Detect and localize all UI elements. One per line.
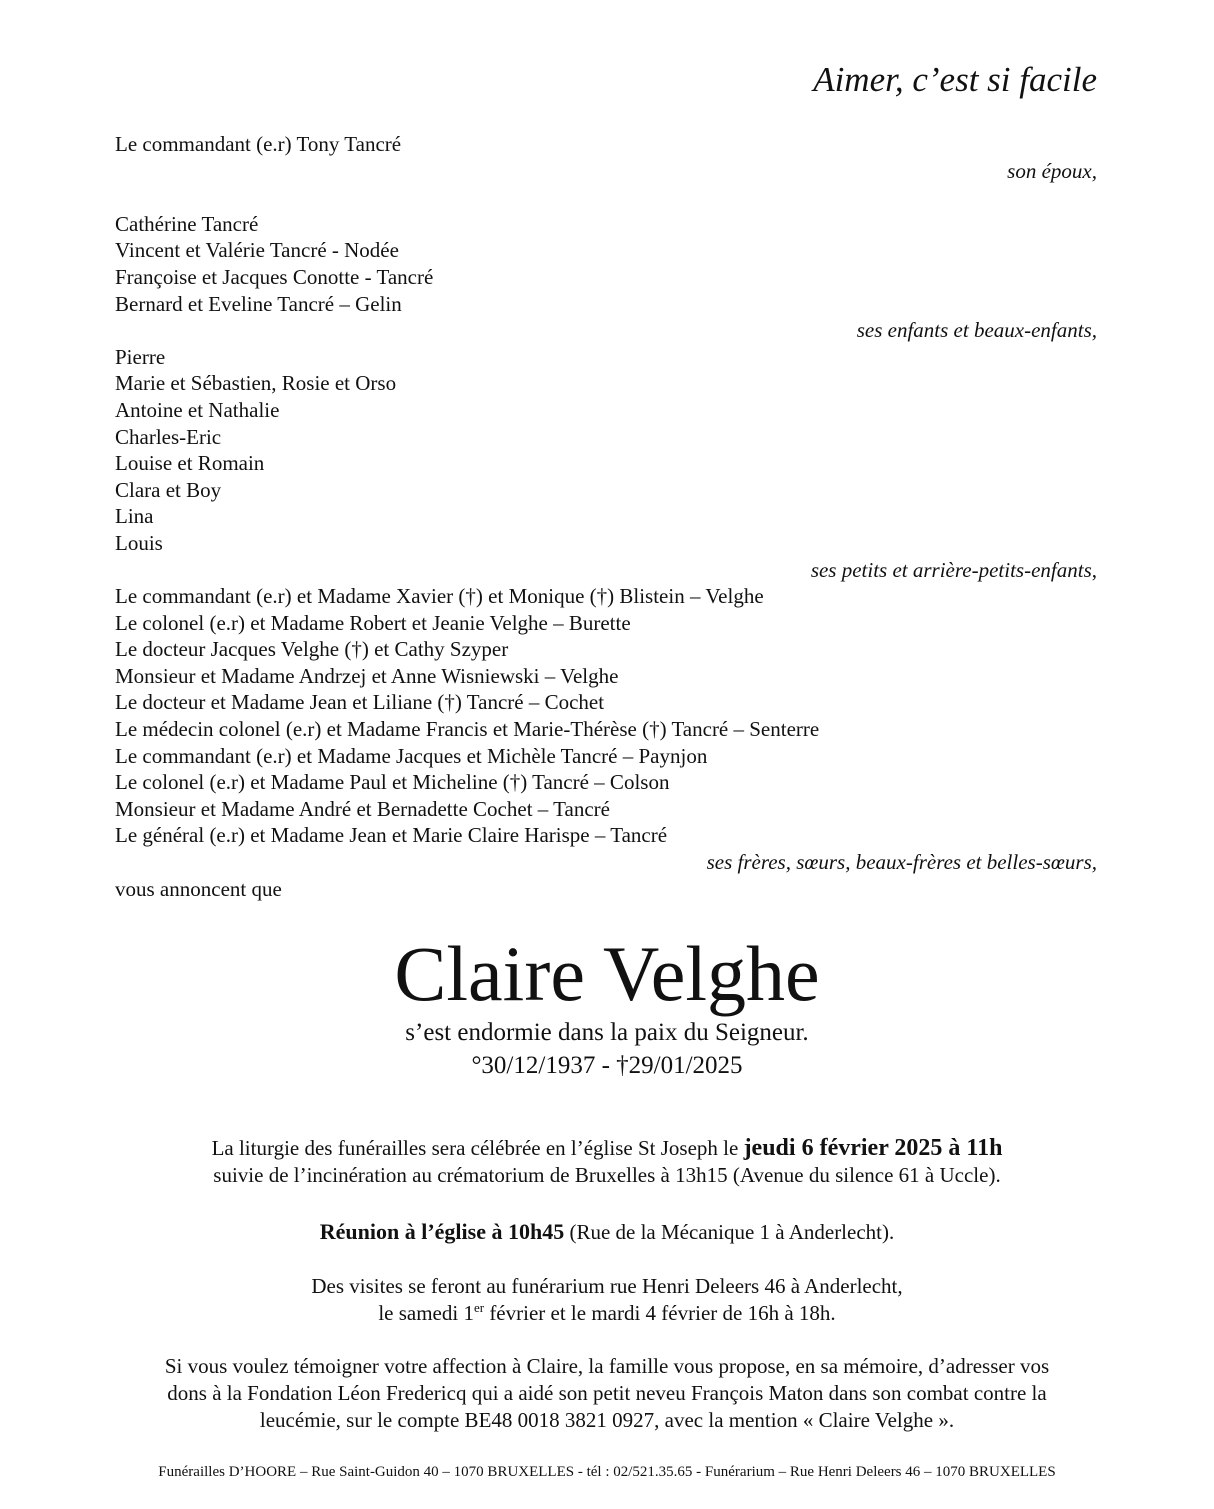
visits-line-1: Des visites se feront au funérarium rue Henri Deleers 46 à Anderlecht, bbox=[311, 1274, 903, 1298]
donation-line-3: leucémie, sur le compte BE48 0018 3821 0927, avec la mention « Claire Velghe ». bbox=[259, 1408, 955, 1432]
meeting-address: (Rue de la Mécanique 1 à Anderlecht). bbox=[564, 1220, 895, 1244]
sibling-name: Monsieur et Madame Andrzej et Anne Wisniewski – Velghe bbox=[115, 663, 619, 688]
sibling-name: Monsieur et Madame André et Bernadette Cochet – Tancré bbox=[115, 796, 610, 821]
funeral-info bbox=[0, 1135, 1214, 1189]
donation-line-1: Si vous voulez témoigner votre affection à Claire, la famille vous propose, en sa mémoire, d’adresser vos bbox=[164, 1354, 1050, 1378]
sibling-name: Le commandant (e.r) et Madame Jacques et Michèle Tancré – Paynjon bbox=[115, 743, 708, 768]
child-name: Bernard et Eveline Tancré – Gelin bbox=[115, 291, 402, 316]
meeting-time: Réunion à l’église à 10h45 bbox=[319, 1219, 565, 1244]
family-list bbox=[115, 131, 1097, 902]
grandchild-name: Pierre bbox=[115, 344, 166, 369]
visits-line-2 bbox=[0, 1300, 1214, 1327]
child-name: Françoise et Jacques Conotte - Tancré bbox=[115, 264, 434, 289]
donation-line-2: dons à la Fondation Léon Fredericq qui a aidé son petit neveu François Maton dans son combat contre la bbox=[167, 1381, 1047, 1405]
child-name: Cathérine Tancré bbox=[115, 211, 259, 236]
spouse-relation: son époux, bbox=[1007, 158, 1097, 183]
visits-line-2-a: le samedi 1 bbox=[378, 1301, 474, 1325]
child-name: Vincent et Valérie Tancré - Nodée bbox=[115, 238, 399, 263]
grandchildren-relation-text: ses petits et arrière-petits-enfants bbox=[810, 557, 1092, 582]
grandchild-name: Louis bbox=[115, 530, 163, 555]
spouse-name: Le commandant (e.r) Tony Tancré bbox=[115, 132, 402, 156]
visits-line-2-b: février et le mardi 4 février de 16h à 18h. bbox=[484, 1301, 836, 1325]
meeting-info bbox=[0, 1218, 1214, 1246]
announce-text: vous annoncent que bbox=[115, 876, 282, 901]
deceased-name: Claire Velghe bbox=[394, 930, 820, 1017]
siblings-relation: ses frères, sœurs, beaux-frères et belles-sœurs, bbox=[706, 850, 1097, 875]
visits-info bbox=[0, 1273, 1214, 1327]
footer-funeral-home: Funérailles D’HOORE – Rue Saint-Guidon 40 – 1070 BRUXELLES - tél : 02/521.35.65 - Funérarium – Rue Henri Deleers 46 – 1070 BRUXELLES bbox=[158, 1464, 1056, 1480]
grandchildren-relation bbox=[115, 557, 1097, 584]
sibling-name: Le docteur Jacques Velghe (†) et Cathy Szyper bbox=[115, 637, 509, 662]
grandchild-name: Clara et Boy bbox=[115, 477, 222, 502]
spacer bbox=[115, 184, 1097, 211]
deceased-dates: °30/12/1937 - †29/01/2025 bbox=[471, 1052, 743, 1079]
sibling-name: Le général (e.r) et Madame Jean et Marie Claire Harispe – Tancré bbox=[115, 823, 668, 848]
grandchild-name: Louise et Romain bbox=[115, 451, 265, 476]
donation-info bbox=[0, 1353, 1214, 1434]
sibling-name: Le colonel (e.r) et Madame Robert et Jeanie Velghe – Burette bbox=[115, 610, 631, 635]
deceased-statement: s’est endormie dans la paix du Seigneur. bbox=[405, 1019, 809, 1046]
sibling-name: Le colonel (e.r) et Madame Paul et Micheline (†) Tancré – Colson bbox=[115, 770, 670, 795]
sibling-name: Le commandant (e.r) et Madame Xavier (†) et Monique (†) Blistein – Velghe bbox=[115, 584, 764, 609]
grandchild-name: Charles-Eric bbox=[115, 424, 222, 449]
sibling-name: Le médecin colonel (e.r) et Madame Francis et Marie-Thérèse (†) Tancré – Senterre bbox=[115, 717, 820, 742]
motto: Aimer, c’est si facile bbox=[813, 60, 1097, 99]
funeral-date: jeudi 6 février 2025 à 11h bbox=[743, 1135, 1003, 1161]
meeting-line bbox=[0, 1218, 1214, 1246]
visits-ordinal: er bbox=[473, 1300, 485, 1315]
sibling-name: Le docteur et Madame Jean et Liliane (†) Tancré – Cochet bbox=[115, 690, 605, 715]
funeral-line-1-text: La liturgie des funérailles sera célébrée en l’église St Joseph le bbox=[211, 1136, 744, 1160]
funeral-line-2: suivie de l’incinération au crématorium de Bruxelles à 13h15 (Avenue du silence 61 à Uccle). bbox=[213, 1163, 1001, 1187]
grandchild-name: Marie et Sébastien, Rosie et Orso bbox=[115, 371, 397, 396]
grandchildren-relation-comma: , bbox=[1091, 557, 1097, 582]
grandchild-name: Antoine et Nathalie bbox=[115, 397, 280, 422]
children-relation: ses enfants et beaux-enfants, bbox=[856, 318, 1097, 343]
grandchild-name: Lina bbox=[115, 504, 154, 529]
funeral-line-1 bbox=[0, 1135, 1214, 1162]
